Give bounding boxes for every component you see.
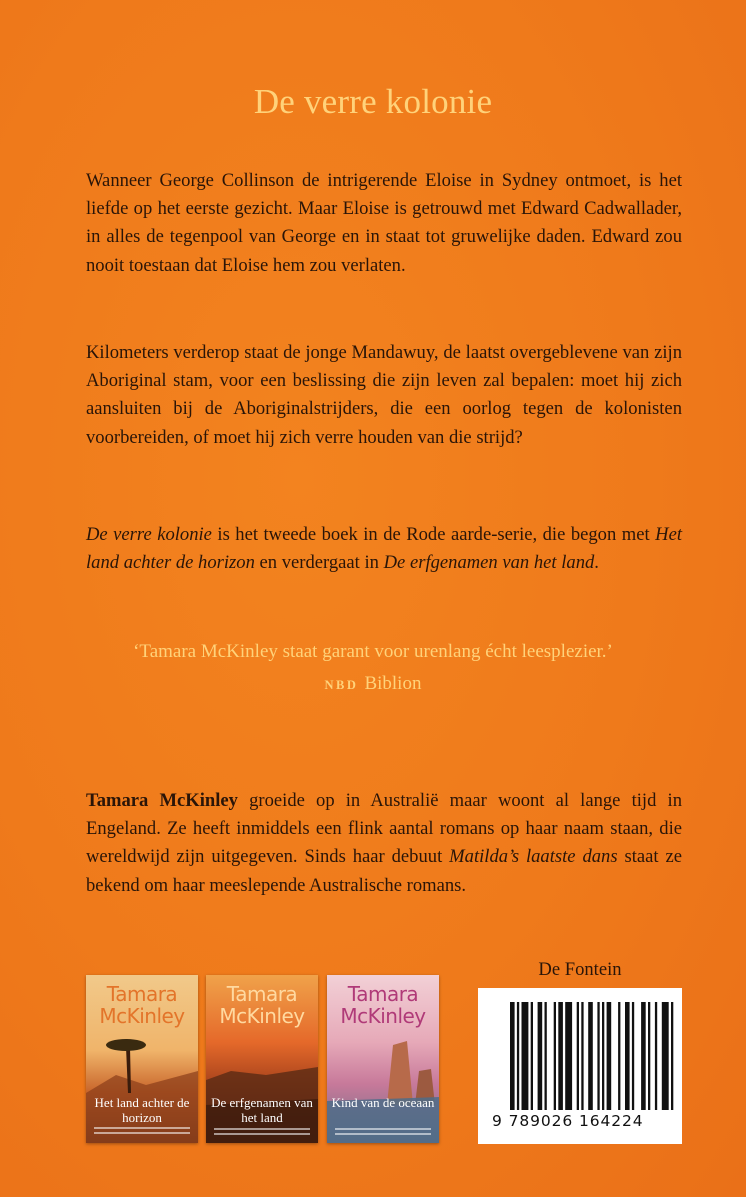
series-text-2: en verdergaat in — [254, 552, 384, 574]
barcode-bar — [662, 1002, 669, 1110]
barcode-bar — [577, 1002, 579, 1110]
series-title-2: Het land achter de horizon — [86, 524, 682, 574]
barcode-bar — [538, 1002, 543, 1110]
book-cover-1 — [86, 975, 198, 1143]
barcode-bar — [510, 1002, 515, 1110]
debut-title: Matilda’s laatste dans — [449, 846, 618, 868]
barcode-digits: 9 789026 164224 — [492, 1112, 644, 1130]
barcode-bar — [545, 1002, 547, 1110]
barcode-bar — [648, 1002, 650, 1110]
barcode — [478, 988, 682, 1144]
series-paragraph — [86, 521, 682, 577]
author-name: Tamara McKinley — [86, 790, 238, 811]
barcode-bar — [522, 1002, 529, 1110]
book-cover-2-author: Tamara McKinley — [219, 982, 305, 1028]
book-cover-3-author: Tamara McKinley — [340, 982, 426, 1028]
author-bio-text-2: staat ze bekend om haar meeslepende Australische romans. — [86, 846, 682, 896]
review-source-name: Biblion — [364, 673, 422, 694]
synopsis-paragraph-1: Wanneer George Collinson de intrigerende Eloise in Sydney ontmoet, is het liefde op het eerste gezicht. Maar Eloise is getrouwd met Edward Cadwallader, in alles de tegenpool van George en in staat tot gruwelijke daden. Edward zou nooit toestaan dat Eloise hem zou verlaten. — [86, 170, 682, 276]
barcode-bar — [565, 1002, 572, 1110]
barcode-bar — [602, 1002, 604, 1110]
book-cover-2 — [206, 975, 318, 1143]
barcode-bar — [588, 1002, 593, 1110]
book-cover-3-title: Kind van de oceaan — [331, 1095, 435, 1110]
book-cover-3 — [327, 975, 439, 1143]
publisher-name: De Fontein — [538, 959, 622, 980]
barcode-bar — [554, 1002, 556, 1110]
series-text-1: is het tweede boek in de Rode aarde-serie, die begon met — [211, 524, 656, 545]
barcode-bar — [655, 1002, 657, 1110]
author-bio — [86, 787, 682, 900]
barcode-bar — [641, 1002, 646, 1110]
barcode-bar — [671, 1002, 673, 1110]
series-title-3: De erfgenamen van het land — [383, 552, 595, 574]
review-quote: ‘Tamara McKinley staat garant voor urenlang écht leesplezier.’ — [133, 641, 613, 662]
barcode-bar — [625, 1002, 630, 1110]
book-cover-1-title: Het land achter de horizon — [94, 1095, 190, 1125]
series-text-3: . — [594, 552, 599, 574]
series-title-1: De verre kolonie — [86, 524, 212, 545]
barcode-bars — [478, 988, 682, 1112]
barcode-bar — [618, 1002, 620, 1110]
barcode-bar — [558, 1002, 563, 1110]
barcode-bar — [632, 1002, 634, 1110]
barcode-bar — [607, 1002, 612, 1110]
book-cover-2-title: De erfgenamen van het land — [211, 1095, 313, 1125]
review-source — [0, 673, 746, 695]
book-cover-1-author: Tamara McKinley — [99, 982, 185, 1028]
synopsis-paragraph-2: Kilometers verderop staat de jonge Mandawuy, de laatst overgeblevene van zijn Aboriginal stam, voor een beslissing die zijn leven zal bepalen: moet hij zich aansluiten bij de Aboriginalstrijders, die een oorlog tegen de kolonisten voorbereiden, of moet hij zich verre houden van die strijd? — [86, 342, 682, 448]
barcode-bar — [581, 1002, 583, 1110]
barcode-bar — [531, 1002, 533, 1110]
barcode-bar — [517, 1002, 519, 1110]
barcode-bar — [597, 1002, 599, 1110]
review-source-prefix: NBD — [324, 678, 359, 692]
book-title: De verre kolonie — [253, 82, 493, 121]
author-bio-text-1: groeide op in Australië maar woont al lange tijd in Engeland. Ze heeft inmiddels een flink aantal romans op haar naam staan, die wereldwijd zijn uitgegeven. Sinds haar debuut — [86, 790, 682, 868]
